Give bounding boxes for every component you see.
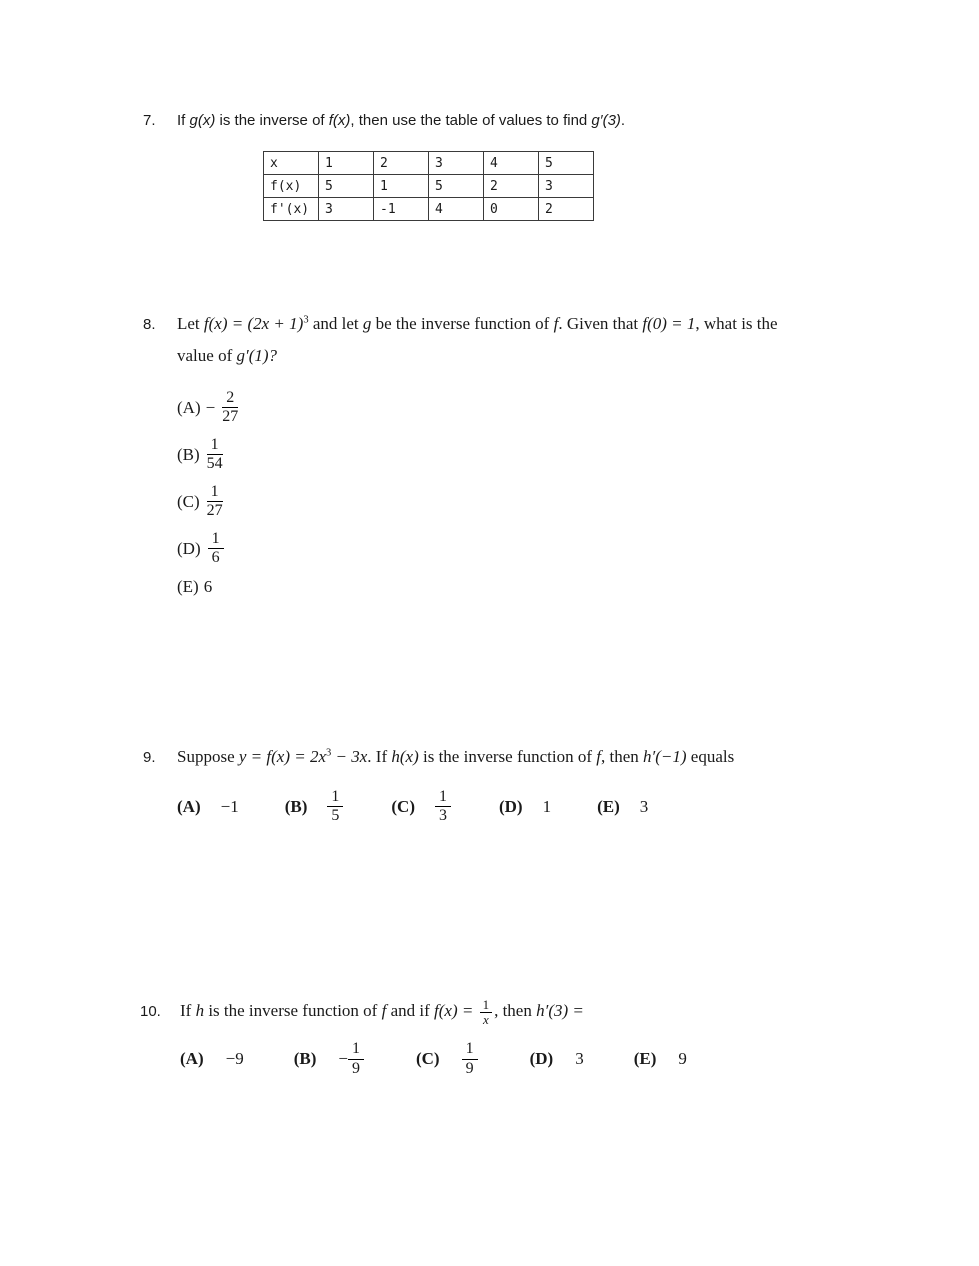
question-8-line-1 bbox=[177, 312, 778, 337]
text-segment: , then bbox=[494, 1001, 537, 1021]
fraction bbox=[327, 788, 343, 826]
fraction-denominator: 27 bbox=[206, 502, 223, 520]
math-segment: f bbox=[553, 314, 559, 333]
choice-label: (B) bbox=[177, 444, 200, 464]
math-segment: g′(1)? bbox=[236, 345, 278, 365]
choice-value: 3 bbox=[575, 1049, 584, 1069]
table-cell: 3 bbox=[319, 198, 374, 221]
question-10-choices bbox=[180, 1040, 960, 1078]
choice-label: (E) bbox=[633, 1049, 657, 1069]
fraction-numerator: 1 bbox=[327, 788, 343, 807]
question-9-stem bbox=[143, 745, 943, 770]
text-segment: If bbox=[180, 1001, 196, 1021]
minus-sign: − bbox=[338, 1049, 348, 1069]
minus-sign: − bbox=[205, 397, 216, 417]
question-9-number: 9. bbox=[143, 749, 156, 766]
text-segment: is the inverse of bbox=[215, 112, 329, 129]
choice-c bbox=[391, 788, 453, 826]
fraction bbox=[208, 530, 224, 568]
text-segment: is the inverse function of bbox=[204, 1001, 382, 1021]
fraction-numerator: 1 bbox=[207, 483, 223, 502]
math-segment: y = f(x) = 2x bbox=[238, 747, 326, 766]
choice-label: (E) bbox=[177, 577, 199, 597]
choice-label: (E) bbox=[597, 796, 620, 816]
fraction-numerator: 1 bbox=[348, 1040, 364, 1059]
choice-label: (A) bbox=[177, 397, 201, 417]
choice-value: 9 bbox=[678, 1049, 687, 1069]
fraction-numerator: 1 bbox=[208, 530, 224, 549]
text-segment: , then bbox=[601, 747, 644, 766]
values-table bbox=[263, 151, 594, 221]
fraction bbox=[348, 1040, 364, 1078]
text-segment: . bbox=[620, 112, 626, 129]
inline-fraction bbox=[480, 998, 493, 1026]
math-segment: h(x) bbox=[391, 747, 419, 766]
question-8 bbox=[143, 312, 943, 602]
question-8-number: 8. bbox=[143, 316, 156, 333]
choice-label: (B) bbox=[284, 796, 308, 816]
exponent: 3 bbox=[303, 314, 309, 326]
math-segment: g(x) bbox=[189, 112, 216, 129]
table-cell: 0 bbox=[484, 198, 539, 221]
fraction-numerator: 1 bbox=[462, 1040, 478, 1059]
question-8-text bbox=[177, 312, 778, 368]
math-segment: f(x) = bbox=[434, 1001, 478, 1021]
question-8-stem bbox=[143, 312, 943, 368]
choice-label: (C) bbox=[177, 491, 200, 511]
choice-label: (D) bbox=[177, 538, 201, 558]
math-segment: h bbox=[195, 1001, 205, 1021]
table-cell: 4 bbox=[429, 198, 484, 221]
math-segment: g bbox=[362, 314, 372, 333]
fraction-numerator: 1 bbox=[435, 788, 451, 807]
table-cell: 4 bbox=[484, 152, 539, 175]
fraction-denominator: 9 bbox=[465, 1059, 474, 1077]
math-segment: g′(3) bbox=[591, 112, 621, 129]
choice-a bbox=[177, 384, 943, 431]
text-segment: is the inverse function of bbox=[418, 747, 597, 766]
choice-label: (A) bbox=[180, 1049, 204, 1069]
fraction bbox=[435, 788, 451, 826]
fraction bbox=[207, 483, 223, 521]
question-9-choices bbox=[177, 788, 943, 826]
choice-d bbox=[499, 797, 551, 817]
fraction-denominator: 6 bbox=[211, 549, 220, 567]
question-7-stem bbox=[143, 112, 903, 129]
text-segment: value of bbox=[177, 345, 237, 365]
choice-e bbox=[597, 797, 648, 817]
table-cell: 3 bbox=[539, 175, 594, 198]
choice-a bbox=[177, 797, 239, 817]
choice-d bbox=[177, 525, 943, 572]
question-10-number: 10. bbox=[140, 1003, 161, 1021]
fraction-denominator: 5 bbox=[331, 807, 340, 825]
fraction bbox=[222, 389, 238, 427]
table-row-fx bbox=[264, 175, 594, 198]
table-cell: 5 bbox=[429, 175, 484, 198]
text-segment: Let bbox=[177, 314, 204, 333]
fraction-numerator: 1 bbox=[480, 998, 493, 1013]
math-segment: f bbox=[381, 1001, 387, 1021]
table-cell: 3 bbox=[429, 152, 484, 175]
choice-b bbox=[177, 431, 943, 478]
question-9-text bbox=[177, 745, 734, 770]
table-row-fprimex bbox=[264, 198, 594, 221]
choice-value: 1 bbox=[542, 796, 552, 816]
table-cell: 1 bbox=[319, 152, 374, 175]
text-segment: be the inverse function of bbox=[371, 314, 554, 333]
question-10-stem bbox=[140, 998, 960, 1026]
fraction-denominator: 54 bbox=[206, 455, 223, 473]
row-label-cell: f(x) bbox=[264, 175, 319, 198]
question-10-text bbox=[180, 998, 584, 1026]
choice-b bbox=[294, 1040, 366, 1078]
row-label-cell: x bbox=[264, 152, 319, 175]
math-segment: f(0) = 1 bbox=[642, 314, 696, 333]
table-cell: 2 bbox=[539, 198, 594, 221]
choice-label: (D) bbox=[529, 1049, 554, 1069]
question-9 bbox=[143, 745, 943, 825]
fraction-denominator: 27 bbox=[222, 408, 239, 426]
choice-label: (D) bbox=[498, 796, 523, 816]
exponent: 3 bbox=[326, 747, 332, 759]
table-cell: 5 bbox=[539, 152, 594, 175]
text-segment: Suppose bbox=[177, 747, 239, 766]
choice-label: (B) bbox=[293, 1049, 317, 1069]
math-segment: − 3x bbox=[331, 747, 368, 766]
table-row-x bbox=[264, 152, 594, 175]
choice-e bbox=[177, 572, 943, 602]
choice-value: 3 bbox=[639, 796, 649, 816]
table-cell: 2 bbox=[374, 152, 429, 175]
choice-label: (A) bbox=[177, 796, 201, 816]
text-segment: and let bbox=[308, 314, 363, 333]
choice-d bbox=[530, 1049, 584, 1069]
text-segment: . If bbox=[367, 747, 392, 766]
fraction-numerator: 1 bbox=[207, 436, 223, 455]
choice-b bbox=[285, 788, 346, 826]
table-cell: 5 bbox=[319, 175, 374, 198]
fraction-denominator: x bbox=[482, 1011, 489, 1027]
question-10 bbox=[140, 998, 960, 1078]
choice-a bbox=[180, 1049, 244, 1069]
choice-value: −1 bbox=[220, 796, 239, 816]
choice-c bbox=[416, 1040, 480, 1078]
fraction-denominator: 3 bbox=[438, 807, 447, 825]
fraction-denominator: 9 bbox=[351, 1059, 360, 1077]
fraction bbox=[462, 1040, 478, 1078]
math-segment: h′(−1) bbox=[643, 747, 687, 766]
choice-e bbox=[634, 1049, 687, 1069]
choice-label: (C) bbox=[415, 1049, 440, 1069]
choice-value: 6 bbox=[203, 577, 213, 597]
fraction bbox=[207, 436, 223, 474]
table-cell: 1 bbox=[374, 175, 429, 198]
text-segment: equals bbox=[686, 747, 735, 766]
choice-value: −9 bbox=[225, 1049, 244, 1069]
text-segment: . Given that bbox=[558, 314, 643, 333]
choice-c bbox=[177, 478, 943, 525]
math-segment: h′(3) = bbox=[536, 1001, 584, 1021]
row-label-cell: f'(x) bbox=[264, 198, 319, 221]
math-segment: f(x) = (2x + 1) bbox=[203, 314, 304, 333]
question-7 bbox=[143, 112, 903, 221]
table-cell: 2 bbox=[484, 175, 539, 198]
question-7-text bbox=[177, 112, 625, 129]
text-segment: and if bbox=[386, 1001, 435, 1021]
text-segment: If bbox=[177, 112, 190, 129]
question-8-line-2 bbox=[177, 344, 778, 369]
question-7-number: 7. bbox=[143, 112, 156, 129]
math-segment: f(x) bbox=[328, 112, 351, 129]
math-segment: f bbox=[596, 747, 601, 766]
table-cell: -1 bbox=[374, 198, 429, 221]
text-segment: , then use the table of values to find bbox=[350, 112, 592, 129]
fraction-numerator: 2 bbox=[222, 389, 238, 408]
text-segment: , what is the bbox=[695, 314, 778, 333]
choice-label: (C) bbox=[391, 796, 415, 816]
question-8-choices bbox=[177, 384, 943, 602]
